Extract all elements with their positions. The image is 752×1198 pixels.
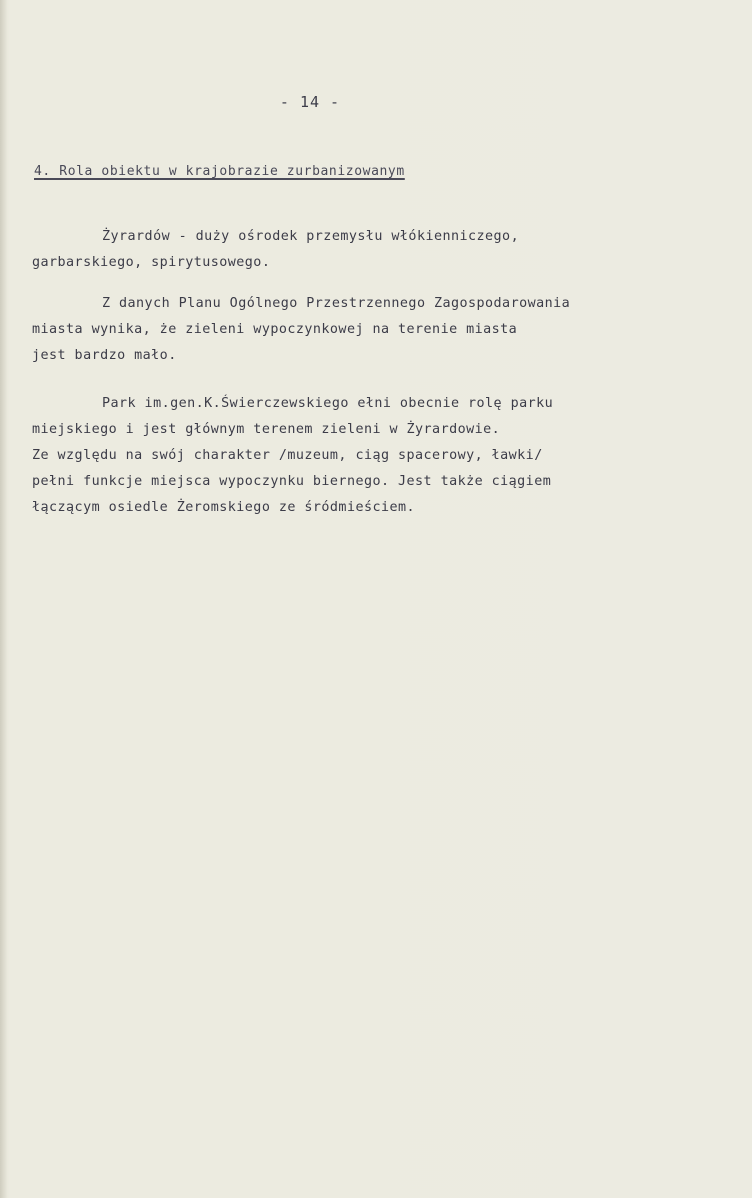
paragraph-3 [32, 391, 712, 521]
paragraph-line: Park im.gen.K.Świerczewskiego ełni obecnie rolę parku [102, 396, 554, 411]
paragraph-line: łączącym osiedle Żeromskiego ze śródmieściem. [32, 500, 416, 515]
paragraph-line: Żyrardów - duży ośrodek przemysłu włókienniczego, [102, 229, 520, 244]
paragraph-line: jest bardzo mało. [32, 348, 177, 363]
paragraph-2 [32, 291, 712, 369]
paragraph-line: miejskiego i jest głównym terenem zieleni w Żyrardowie. [32, 422, 501, 437]
paragraph-1 [32, 224, 712, 276]
page-number: - 14 - [279, 93, 341, 111]
section-heading: 4. Rola obiektu w krajobrazie zurbanizowanym [34, 164, 405, 179]
paragraph-line: Z danych Planu Ogólnego Przestrzennego Zagospodarowania [102, 296, 571, 311]
page-edge-shadow [0, 0, 7, 1198]
paragraph-line: garbarskiego, spirytusowego. [32, 255, 271, 270]
paragraph-line: Ze względu na swój charakter /muzeum, ciąg spacerowy, ławki/ [32, 448, 543, 463]
paragraph-line: miasta wynika, że zieleni wypoczynkowej na terenie miasta [32, 322, 518, 337]
paragraph-line: pełni funkcje miejsca wypoczynku biernego. Jest także ciągiem [32, 474, 552, 489]
